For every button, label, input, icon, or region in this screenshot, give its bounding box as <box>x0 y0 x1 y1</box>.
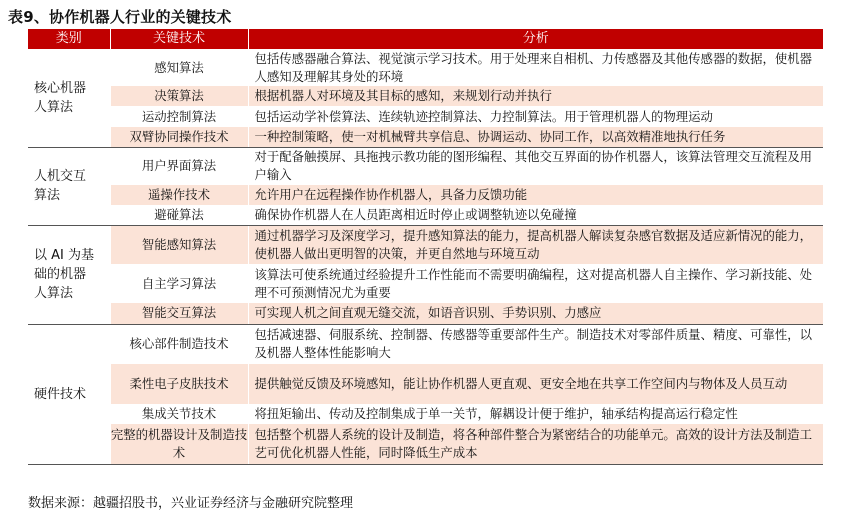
tech-cell: 避碰算法 <box>110 205 248 225</box>
table-row <box>28 404 823 424</box>
table-row <box>28 303 823 324</box>
table-row <box>28 86 823 106</box>
table-row <box>28 264 823 303</box>
tech-cell: 智能感知算法 <box>110 225 248 264</box>
key-tech-table <box>28 29 823 465</box>
category-cell: 以 AI 为基础的机器人算法 <box>34 248 94 301</box>
header-technology: 关键技术 <box>110 29 248 49</box>
desc-cell: 通过机器学习及深度学习，提升感知算法的能力，提高机器人解读复杂感官数据及适应新情况的能力，使机器人做出更明智的决策，并更自然地与环境互动 <box>248 225 823 264</box>
desc-cell: 包括整个机器人系统的设计及制造，将各种部件整合为紧密结合的功能单元。高效的设计方法及制造工艺可优化机器人性能，同时降低生产成本 <box>248 424 823 464</box>
tech-cell: 柔性电子皮肤技术 <box>110 364 248 404</box>
desc-cell: 确保协作机器人在人员距离相近时停止或调整轨迹以免碰撞 <box>248 205 823 225</box>
desc-cell: 可实现人机之间直观无缝交流，如语音识别、手势识别、力感应 <box>248 303 823 324</box>
table-row <box>28 185 823 205</box>
table-row <box>28 424 823 464</box>
table-row <box>28 147 823 185</box>
tech-cell: 双臂协同操作技术 <box>110 127 248 147</box>
desc-cell: 将扭矩输出、传动及控制集成于单一关节，解耦设计便于维护，轴承结构提高运行稳定性 <box>248 404 823 424</box>
category-cell: 硬件技术 <box>34 386 87 402</box>
desc-cell: 根据机器人对环境及其目标的感知，来规划行动并执行 <box>248 86 823 106</box>
tech-cell: 决策算法 <box>110 86 248 106</box>
desc-cell: 对于配备触摸屏、具拖拽示教功能的图形编程、其他交互界面的协作机器人，该算法管理交互流程及用户输入 <box>248 147 823 185</box>
header-category: 类别 <box>28 29 110 49</box>
table-row <box>28 324 823 364</box>
desc-cell: 包括传感器融合算法、视觉演示学习技术。用于处理来自相机、力传感器及其他传感器的数据，使机器人感知及理解其身处的环境 <box>248 49 823 86</box>
desc-cell: 该算法可使系统通过经验提升工作性能而不需要明确编程，这对提高机器人自主操作、学习新技能、处理不可预测情况尤为重要 <box>248 264 823 303</box>
category-cell: 人机交互算法 <box>34 169 87 203</box>
desc-cell: 允许用户在远程操作协作机器人，具备力反馈功能 <box>248 185 823 205</box>
tech-cell: 核心部件制造技术 <box>110 324 248 364</box>
desc-cell: 包括运动学补偿算法、连续轨迹控制算法、力控制算法。用于管理机器人的物理运动 <box>248 106 823 127</box>
tech-cell: 完整的机器设计及制造技术 <box>110 424 248 464</box>
category-cell: 核心机器人算法 <box>34 80 87 115</box>
desc-cell: 提供触觉反馈及环境感知，能让协作机器人更直观、更安全地在共享工作空间内与物体及人员互动 <box>248 364 823 404</box>
tech-cell: 遥操作技术 <box>110 185 248 205</box>
source-note: 数据来源：越疆招股书，兴业证券经济与金融研究院整理 <box>28 496 354 511</box>
table-row <box>28 225 823 264</box>
table-row <box>28 127 823 147</box>
tech-cell: 集成关节技术 <box>110 404 248 424</box>
desc-cell: 一种控制策略，使一对机械臂共享信息、协调运动、协同工作，以高效精准地执行任务 <box>248 127 823 147</box>
table-row <box>28 49 823 86</box>
header-row <box>28 29 823 49</box>
tech-cell: 自主学习算法 <box>110 264 248 303</box>
tech-cell: 用户界面算法 <box>110 147 248 185</box>
desc-cell: 包括减速器、伺服系统、控制器、传感器等重要部件生产。制造技术对零部件质量、精度、可靠性，以及机器人整体性能影响大 <box>248 324 823 364</box>
tech-cell: 感知算法 <box>110 49 248 86</box>
table-row <box>28 364 823 404</box>
tech-cell: 智能交互算法 <box>110 303 248 324</box>
header-analysis: 分析 <box>248 29 823 49</box>
table-title: 表9、协作机器人行业的关键技术 <box>8 8 232 26</box>
tech-cell: 运动控制算法 <box>110 106 248 127</box>
table-row <box>28 205 823 225</box>
table-row <box>28 106 823 127</box>
